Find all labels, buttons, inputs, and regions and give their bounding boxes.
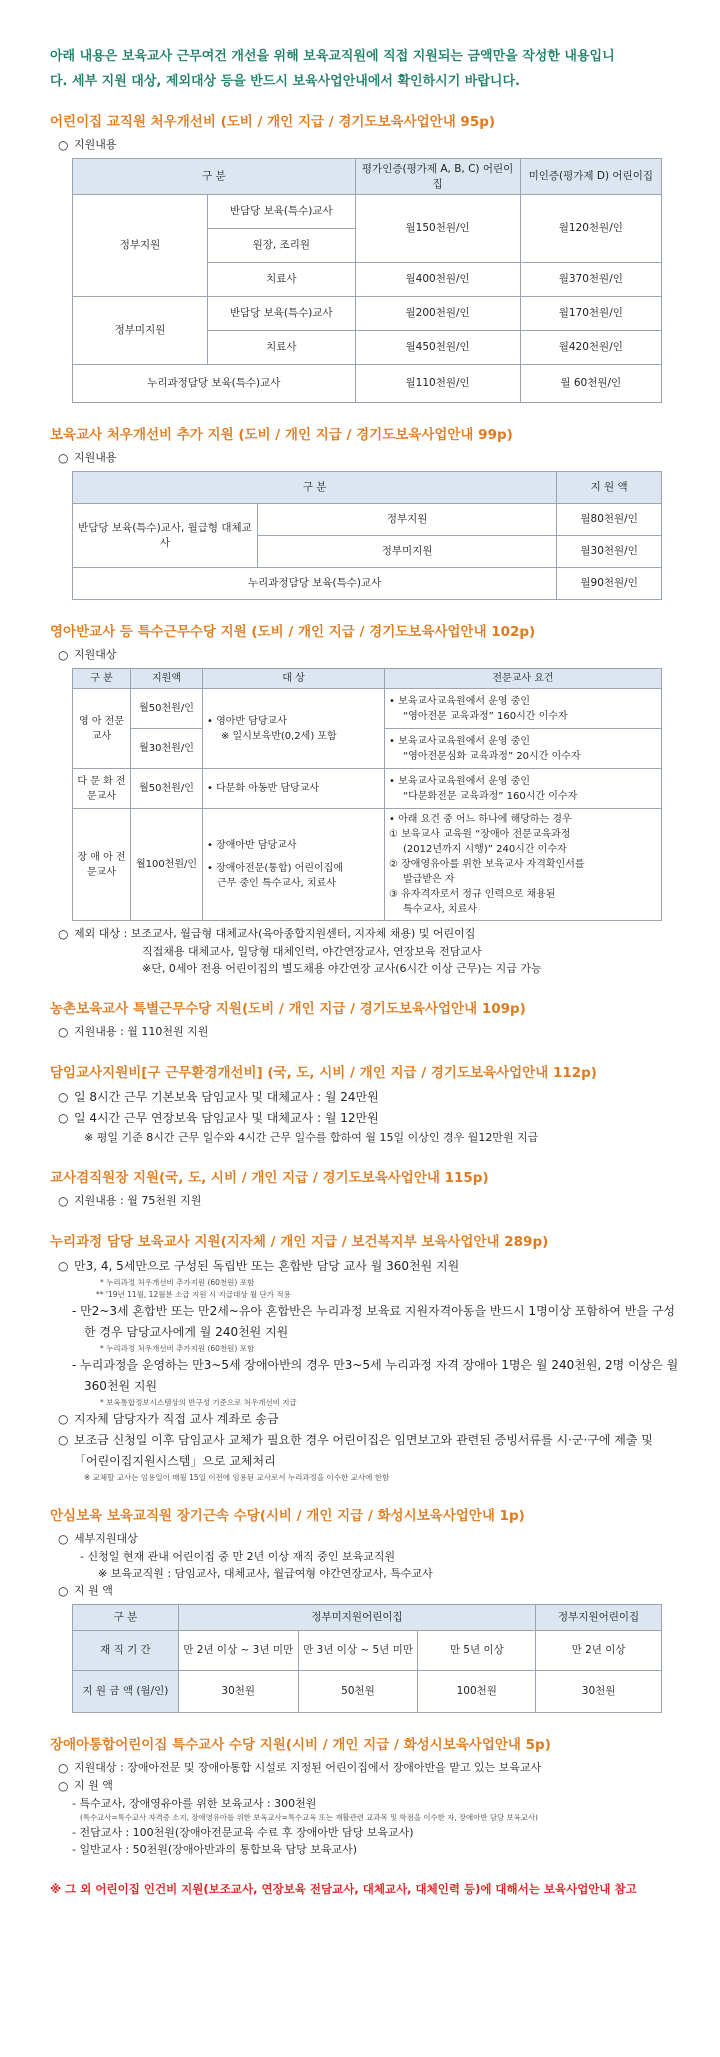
table-cell: 월30천원/인 <box>557 536 662 568</box>
section-title: 담임교사지원비[구 근무환경개선비] (국, 도, 시비 / 개인 지급 / 경기도보육사업안내 112p) <box>50 1065 597 1081</box>
table-cell: 월370천원/인 <box>520 263 661 297</box>
table-header: 구 분 <box>73 1605 179 1631</box>
dash-item: - 특수교사, 장애영유아를 위한 보육교사 : 300천원 <box>72 1797 317 1810</box>
bullet-item: ○ 보조금 신청일 이후 담임교사 교체가 필요한 경우 어린이집은 임면보고와 관련된 증빙서류를 시·군·구에 제출 및 「어린이집지원시스템」으로 교체처리 <box>50 1430 680 1472</box>
table-cell: 월90천원/인 <box>557 568 662 600</box>
table-cell: 월110천원/인 <box>355 365 520 403</box>
section-title: 농촌보육교사 특별근무수당 지원(도비 / 개인 지급 / 경기도보육사업안내 109p) <box>50 1001 526 1017</box>
table-cell: 정부미지원 <box>258 536 557 568</box>
table-cell: • 보육교사교육원에서 운영 중인 “영아전문심화 교육과정” 20시간 이수자 <box>385 729 662 769</box>
table-cell: 월80천원/인 <box>557 504 662 536</box>
table-cell: 30천원 <box>178 1671 298 1713</box>
table-cell: 월100천원/인 <box>131 809 203 921</box>
table-header: 지 원 금 액 (월/인) <box>73 1671 179 1713</box>
table-cell: 만 3년 이상 ~ 5년 미만 <box>298 1631 418 1671</box>
bullet-item: ○ 지원내용 <box>58 138 117 152</box>
table-cell: 월120천원/인 <box>520 195 661 263</box>
section-title: 장애아통합어린이집 특수교사 수당 지원(시비 / 개인 지급 / 화성시보육사업안내 5p) <box>50 1737 551 1753</box>
table-cell: 100천원 <box>418 1671 536 1713</box>
table-cell: 월450천원/인 <box>355 331 520 365</box>
dash-item: - 누리과정을 운영하는 만3~5세 장애아반의 경우 만3~5세 누리과정 자격 장애아 1명은 월 240천원, 2명 이상은 월 360천원 지원 <box>72 1358 679 1393</box>
table-cell: 반담당 보육(특수)교사, 월급형 대체교사 <box>73 504 258 568</box>
bullet-item: ○ 지원내용 <box>58 451 117 465</box>
table-cell: 월420천원/인 <box>520 331 661 365</box>
bullet-item: ○ 제외 대상 : 보조교사, 월급형 대체교사(육아종합지원센터, 지자체 채용) 및 어린이집 <box>58 927 476 941</box>
circle-bullet-icon: ○ <box>58 927 69 941</box>
long-service-allowance-table <box>72 1604 662 1713</box>
circle-bullet-icon: ○ <box>58 1433 69 1447</box>
table-header: 대 상 <box>203 669 385 689</box>
dash-item: - 전담교사 : 100천원(장애아전문교육 수료 후 장애아반 담당 보육교사) <box>72 1826 414 1839</box>
table-cell: 월 60천원/인 <box>520 365 661 403</box>
bullet-item: ○ 지원내용 : 월 110천원 지원 <box>58 1025 209 1039</box>
section-title: 누리과정 담당 보육교사 지원(지자체 / 개인 지급 / 보건복지부 보육사업안내 289p) <box>50 1234 549 1250</box>
table-cell: 월200천원/인 <box>355 297 520 331</box>
section-title: 안심보육 보육교직원 장기근속 수당(시비 / 개인 지급 / 화성시보육사업안내 1p) <box>50 1508 525 1524</box>
table-cell: 50천원 <box>298 1671 418 1713</box>
table-cell: 월400천원/인 <box>355 263 520 297</box>
additional-allowance-table <box>72 471 662 600</box>
circle-bullet-icon: ○ <box>58 451 69 465</box>
circle-bullet-icon: ○ <box>58 1111 69 1125</box>
text-line: ※단, 0세아 전용 어린이집의 별도채용 야간연장 교사(6시간 이상 근무)는 지급 가능 <box>142 962 542 975</box>
table-cell: 다 문 화 전문교사 <box>73 769 131 809</box>
footnote-text: * 누리과정 처우개선비 추가지원 (60천원) 포함 <box>100 1344 255 1353</box>
bullet-item: ○ 지원대상 : 장애아전문 및 장애아통합 시설로 지정된 어린이집에서 장애아반을 맡고 있는 보육교사 <box>58 1761 542 1775</box>
bullet-item: ○ 일 8시간 근무 기본보육 담임교사 및 대체교사 : 월 24만원 <box>50 1087 680 1108</box>
table-cell: 정부지원 <box>73 195 208 297</box>
table-header: 구 분 <box>73 472 557 504</box>
table-header: 지 원 액 <box>557 472 662 504</box>
dash-item: - 일반교사 : 50천원(장애아반과의 통합보육 담당 보육교사) <box>72 1843 358 1856</box>
table-header: 재 직 기 간 <box>73 1631 179 1671</box>
footnote-text: * 보육통합정보시스템상의 반구성 기준으로 처우개선비 지급 <box>100 1398 297 1407</box>
table-cell: 30천원 <box>536 1671 662 1713</box>
note-text: ※ 평일 기준 8시간 근무 일수와 4시간 근무 일수를 합하여 월 15일 이상인 경우 월12만원 지급 <box>84 1131 539 1144</box>
circle-bullet-icon: ○ <box>58 1090 69 1104</box>
circle-bullet-icon: ○ <box>58 1025 69 1039</box>
table-cell: 만 2년 이상 ~ 3년 미만 <box>178 1631 298 1671</box>
table-cell: 만 5년 이상 <box>418 1631 536 1671</box>
table-cell: • 다문화 아동반 담당교사 <box>203 769 385 809</box>
bullet-item: ○ 지 원 액 <box>58 1584 113 1598</box>
circle-bullet-icon: ○ <box>58 1584 69 1598</box>
table-cell: 월50천원/인 <box>131 769 203 809</box>
table-cell: 장 애 아 전문교사 <box>73 809 131 921</box>
circle-bullet-icon: ○ <box>58 1412 69 1426</box>
circle-bullet-icon: ○ <box>58 1532 69 1546</box>
table-cell: • 아래 요건 중 어느 하나에 해당하는 경우 ① 보육교사 교육원 “장애아 전문교육과정 (2012년까지 시행)” 240시간 이수자 ② 장애영유아를 위한 보육교사 자격확인서를 발급받은 자 ③ 유자격자로서 정규 인력으로 채용된 특수교사, 치료사 <box>385 809 662 921</box>
circle-bullet-icon: ○ <box>58 1259 69 1273</box>
section-title: 교사겸직원장 지원(국, 도, 시비 / 개인 지급 / 경기도보육사업안내 115p) <box>50 1170 489 1186</box>
table-cell: 월170천원/인 <box>520 297 661 331</box>
footnote-text: * 누리과정 처우개선비 추가지원 (60천원) 포함 <box>100 1278 255 1287</box>
table-cell: 반담당 보육(특수)교사 <box>208 297 356 331</box>
footer-note: ※ 그 외 어린이집 인건비 지원(보조교사, 연장보육 전담교사, 대체교사, 대체인력 등)에 대해서는 보육사업안내 참고 <box>50 1882 637 1896</box>
footnote-text: ** '19년 11월, 12월분 소급 지원 시 지급대상 월 단가 적용 <box>96 1290 291 1299</box>
table-header: 평가인증(평가제 A, B, C) 어린이집 <box>355 159 520 195</box>
table-cell: 월30천원/인 <box>131 729 203 769</box>
table-cell: 치료사 <box>208 263 356 297</box>
footnote-text: (특수교사=특수교사 자격증 소지, 장애영유아를 위한 보육교사=특수교육 또는 재활관련 교과목 및 학점을 이수한 자, 장애아반 담당 보육교사) <box>80 1813 538 1822</box>
table-cell: 월150천원/인 <box>355 195 520 263</box>
table-cell: 누리과정담당 보육(특수)교사 <box>73 568 557 600</box>
intro-line: 다. 세부 지원 대상, 제외대상 등을 반드시 보육사업안내에서 확인하시기 바랍니다. <box>50 74 520 89</box>
text-line: 직접채용 대체교사, 일당형 대체인력, 야간연장교사, 연장보육 전담교사 <box>142 945 482 958</box>
bullet-item: ○ 지원대상 <box>58 648 117 662</box>
table-cell: 누리과정담당 보육(특수)교사 <box>73 365 356 403</box>
table-cell: • 보육교사교육원에서 운영 중인 “다문화전문 교육과정” 160시간 이수자 <box>385 769 662 809</box>
table-cell: 정부미지원 <box>73 297 208 365</box>
table-cell: • 보육교사교육원에서 운영 중인 “영아전문 교육과정” 160시간 이수자 <box>385 689 662 729</box>
table-header: 구 분 <box>73 669 131 689</box>
table-cell: 만 2년 이상 <box>536 1631 662 1671</box>
bullet-item: ○ 지 원 액 <box>58 1779 113 1793</box>
care-staff-allowance-table <box>72 158 662 403</box>
bullet-item: ○ 세부지원대상 <box>58 1532 138 1546</box>
circle-bullet-icon: ○ <box>58 648 69 662</box>
table-cell: • 영아반 담당교사 ※ 일시보육반(0,2세) 포함 <box>203 689 385 769</box>
table-cell: 반담당 보육(특수)교사 <box>208 195 356 229</box>
table-cell: • 장애아반 담당교사 • 장애아전문(통합) 어린이집에 근무 중인 특수교사, 치료사 <box>203 809 385 921</box>
bullet-item: ○ 지원내용 : 월 75천원 지원 <box>58 1194 202 1208</box>
table-header: 지원액 <box>131 669 203 689</box>
table-cell: 치료사 <box>208 331 356 365</box>
table-header: 구 분 <box>73 159 356 195</box>
table-header: 정부지원어린이집 <box>536 1605 662 1631</box>
section-title: 어린이집 교직원 처우개선비 (도비 / 개인 지급 / 경기도보육사업안내 95p) <box>50 114 496 130</box>
note-text: ※ 보육교직원 : 담임교사, 대체교사, 월급여형 야간연장교사, 특수교사 <box>98 1567 433 1580</box>
intro-text <box>50 44 680 94</box>
circle-bullet-icon: ○ <box>58 1761 69 1775</box>
intro-line: 아래 내용은 보육교사 근무여건 개선을 위해 보육교직원에 직접 지원되는 금액만을 작성한 내용입니 <box>50 49 615 64</box>
table-cell: 월50천원/인 <box>131 689 203 729</box>
table-header: 전문교사 요건 <box>385 669 662 689</box>
table-cell: 영 아 전문교사 <box>73 689 131 769</box>
table-header: 미인증(평가제 D) 어린이집 <box>520 159 661 195</box>
table-cell: 원장, 조리원 <box>208 229 356 263</box>
dash-item: - 신청일 현재 관내 어린이집 중 만 2년 이상 재직 중인 보육교직원 <box>80 1550 396 1563</box>
circle-bullet-icon: ○ <box>58 138 69 152</box>
dash-item: - 만2~3세 혼합반 또는 만2세~유아 혼합반은 누리과정 보육료 지원자격아동을 반드시 1명이상 포함하여 반을 구성한 경우 담당교사에게 월 240천원 지원 <box>72 1304 676 1339</box>
bullet-item: ○ 지자체 담당자가 직접 교사 계좌로 송금 <box>50 1409 680 1430</box>
circle-bullet-icon: ○ <box>58 1194 69 1208</box>
table-header: 정부미지원어린이집 <box>178 1605 535 1631</box>
bullet-item: ○ 일 4시간 근무 연장보육 담임교사 및 대체교사 : 월 12만원 <box>50 1108 680 1129</box>
section-title: 영아반교사 등 특수근무수당 지원 (도비 / 개인 지급 / 경기도보육사업안내 102p) <box>50 624 536 640</box>
circle-bullet-icon: ○ <box>58 1779 69 1793</box>
bullet-item: ○ 만3, 4, 5세만으로 구성된 독립반 또는 혼합반 담당 교사 월 360천원 지원 <box>50 1256 680 1277</box>
footnote-text: ※ 교체할 교사는 임용일이 매월 15일 이전에 임용된 교사로서 누리과정을 이수한 교사에 한함 <box>84 1473 390 1482</box>
table-cell: 정부지원 <box>258 504 557 536</box>
special-duty-allowance-table <box>72 668 662 921</box>
section-title: 보육교사 처우개선비 추가 지원 (도비 / 개인 지급 / 경기도보육사업안내 99p) <box>50 427 513 443</box>
